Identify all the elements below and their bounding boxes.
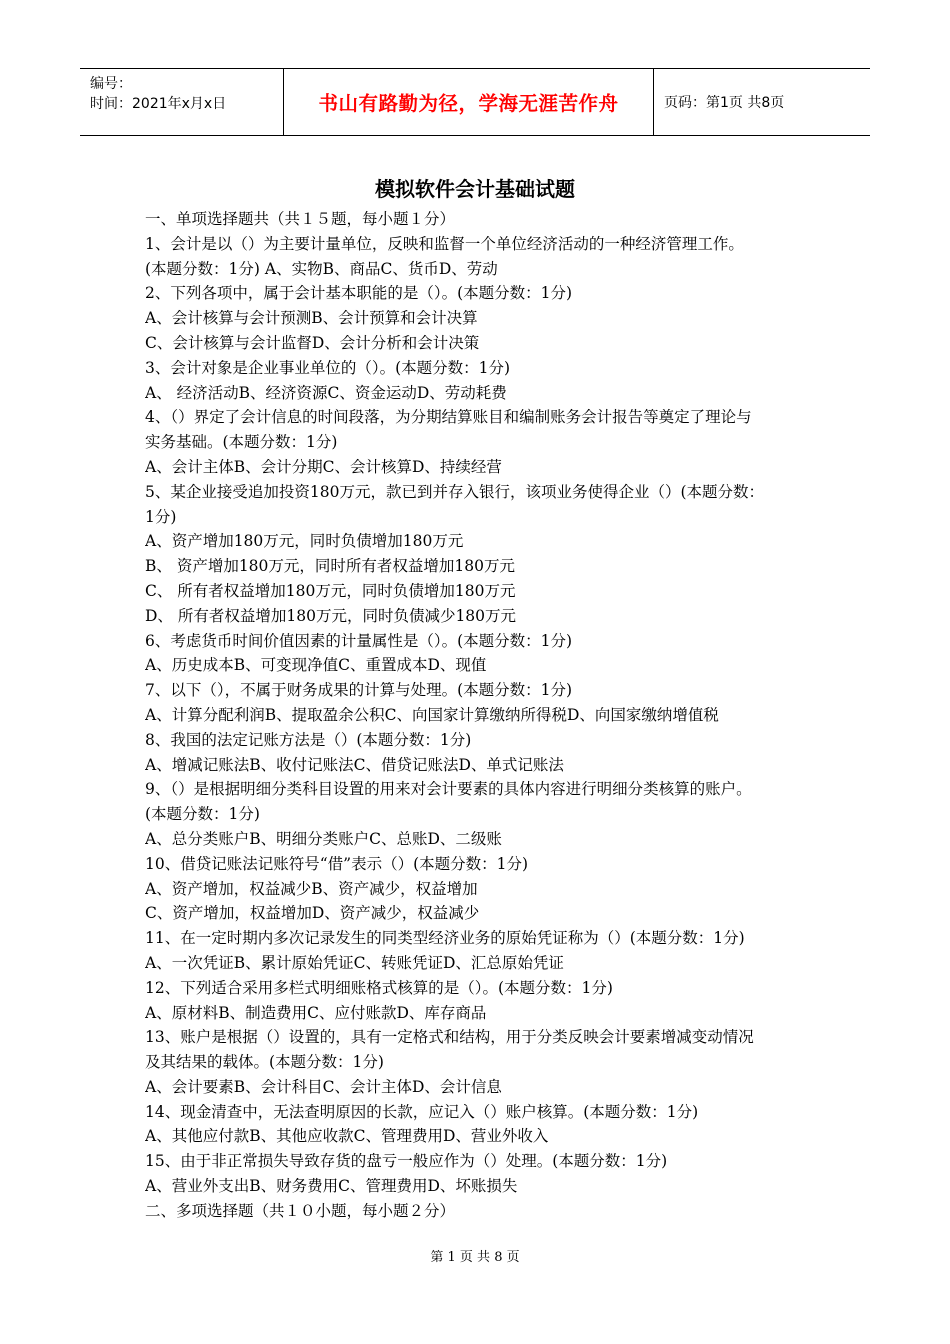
text-line: C、 所有者权益增加180万元，同时负债增加180万元	[145, 581, 516, 600]
text-line: A、资产增加180万元，同时负债增加180万元	[145, 532, 464, 551]
text-line: 5、某企业接受追加投资180万元，款已到并存入银行，该项业务使得企业（）(本题分数：	[145, 482, 764, 501]
text-line: (本题分数：1分) A、实物B、商品C、货币D、劳动	[145, 259, 498, 278]
text-line: 3、会计对象是企业事业单位的（）。(本题分数：1分)	[145, 358, 511, 377]
text-line: 11、在一定时期内多次记录发生的同类型经济业务的原始凭证称为（）(本题分数：1分)	[145, 929, 745, 948]
text-line: 实务基础。(本题分数：1分)	[145, 433, 338, 452]
text-line: 9、（）是根据明细分类科目设置的用来对会计要素的具体内容进行明细分类核算的账户。	[145, 780, 752, 799]
text-line: 及其结果的载体。(本题分数：1分)	[145, 1053, 384, 1072]
text-line: A、计算分配利润B、提取盈余公积C、向国家计算缴纳所得税D、向国家缴纳增值税	[145, 705, 719, 724]
document-body	[145, 207, 813, 1224]
text-line: 12、下列适合采用多栏式明细账格式核算的是（）。(本题分数：1分)	[145, 978, 613, 997]
text-line: D、 所有者权益增加180万元，同时负债减少180万元	[145, 606, 517, 625]
text-line: C、会计核算与会计监督D、会计分析和会计决策	[145, 333, 480, 352]
document-number-label: 编号：	[90, 76, 132, 92]
document-title: 模拟软件会计基础试题	[375, 177, 575, 201]
header-motto-cell	[283, 69, 654, 135]
text-line: 一、单项选择题共（共１５题，每小题１分）	[145, 210, 456, 228]
text-line: A、总分类账户B、明细分类账户C、总账D、二级账	[145, 829, 502, 848]
header-motto: 书山有路勤为径，学海无涯苦作舟	[318, 92, 619, 115]
text-line: 6、考虑货币时间价值因素的计量属性是（）。(本题分数：1分)	[145, 631, 573, 650]
text-line: 2、下列各项中，属于会计基本职能的是（）。(本题分数：1分)	[145, 284, 573, 303]
page-footer: 第 1 页 共 8 页	[430, 1250, 520, 1265]
text-line: 8、我国的法定记账方法是（）(本题分数：1分)	[145, 730, 472, 749]
text-line: 10、借贷记账法记账符号“借”表示（）(本题分数：1分)	[145, 854, 529, 873]
text-line: A、会计主体B、会计分期C、会计核算D、持续经营	[145, 457, 502, 476]
header-meta	[80, 69, 283, 135]
text-line: A、历史成本B、可变现净值C、重置成本D、现值	[145, 656, 487, 675]
text-line: (本题分数：1分)	[145, 805, 260, 824]
text-line: A、原材料B、制造费用C、应付账款D、库存商品	[145, 1003, 487, 1022]
text-line: B、 资产增加180万元，同时所有者权益增加180万元	[145, 557, 515, 576]
document-date: 时间：2021年x月x日	[90, 96, 227, 112]
text-line: A、增减记账法B、收付记账法C、借贷记账法D、单式记账法	[145, 755, 564, 774]
header-page-info: 页码：第1页 共8页	[664, 95, 785, 111]
text-line: 15、由于非正常损失导致存货的盘亏一般应作为（）处理。(本题分数：1分)	[145, 1152, 668, 1171]
text-line: A、 经济活动B、经济资源C、资金运动D、劳动耗费	[145, 383, 507, 402]
text-line: A、一次凭证B、累计原始凭证C、转账凭证D、汇总原始凭证	[145, 953, 564, 972]
text-line: A、会计要素B、会计科目C、会计主体D、会计信息	[145, 1077, 502, 1096]
text-line: 1分)	[145, 507, 177, 526]
text-line: 7、以下（），不属于财务成果的计算与处理。(本题分数：1分)	[145, 681, 573, 700]
text-line: 二、多项选择题（共１０小题，每小题２分）	[145, 1201, 456, 1220]
text-line: C、资产增加，权益增加D、资产减少，权益减少	[145, 904, 480, 923]
text-line: A、营业外支出B、财务费用C、管理费用D、坏账损失	[145, 1177, 518, 1196]
text-line: A、会计核算与会计预测B、会计预算和会计决算	[145, 309, 478, 328]
text-line: 1、会计是以（）为主要计量单位，反映和监督一个单位经济活动的一种经济管理工作。	[145, 234, 744, 253]
text-line: A、资产增加，权益减少B、资产减少，权益增加	[145, 879, 478, 898]
text-line: 4、（）界定了会计信息的时间段落，为分期结算账目和编制账务会计报告等奠定了理论与	[145, 408, 752, 427]
text-line: 13、账户是根据（）设置的，具有一定格式和结构，用于分类反映会计要素增减变动情况	[145, 1028, 754, 1047]
text-line: A、其他应付款B、其他应收款C、管理费用D、营业外收入	[145, 1127, 549, 1146]
page-header	[80, 68, 870, 136]
text-line: 14、现金清查中，无法查明原因的长款，应记入（）账户核算。(本题分数：1分)	[145, 1102, 699, 1121]
